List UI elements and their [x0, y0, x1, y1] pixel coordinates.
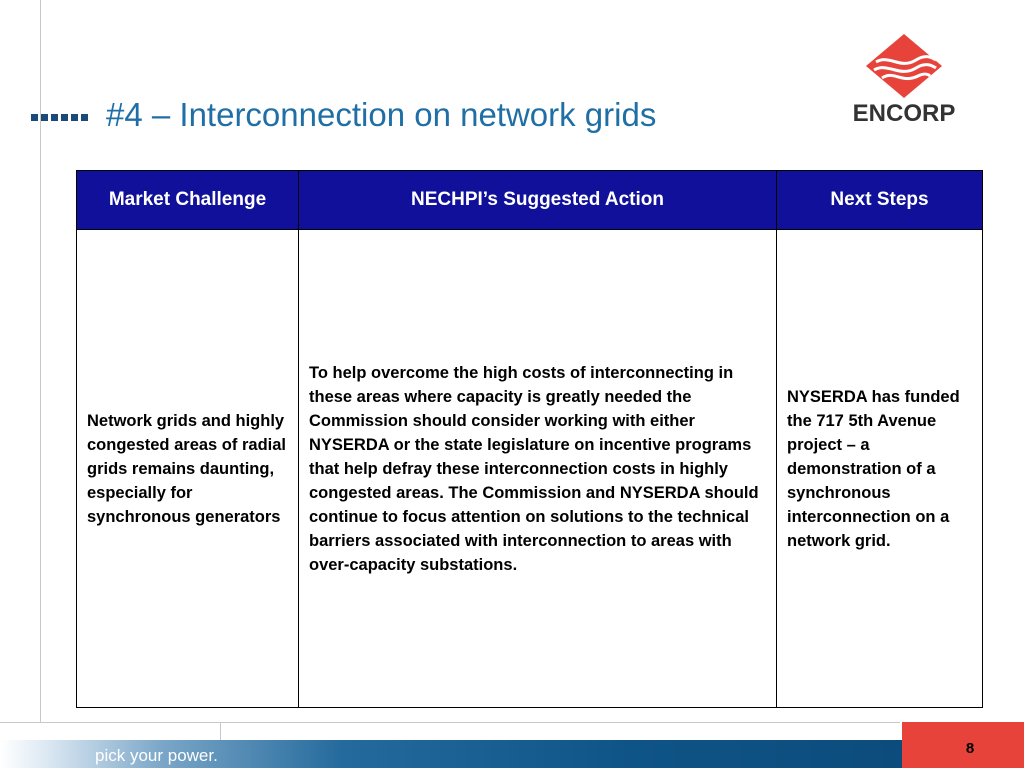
page-number: 8: [965, 740, 975, 757]
header-market-challenge: Market Challenge: [77, 171, 299, 230]
footer-tick: [220, 722, 221, 740]
cell-next-steps: NYSERDA has funded the 717 5th Avenue project – a demonstration of a synchronous interconnection on a network grid.: [777, 230, 983, 708]
table-header-row: [77, 171, 983, 230]
cell-market-challenge: Network grids and highly congested areas of radial grids remains daunting, especially for synchronous generators: [77, 230, 299, 708]
footer-tagline: pick your power.: [95, 746, 218, 765]
header-suggested-action: NECHPI’s Suggested Action: [299, 171, 777, 230]
left-vertical-rule: [40, 0, 41, 722]
encorp-logo: [826, 34, 982, 127]
cell-suggested-action: To help overcome the high costs of interconnecting in these areas where capacity is greatly needed the Commission should consider working with either NYSERDA or the state legislature on incentive programs that help defray these interconnection costs in highly congested areas. The Commission and NYSERDA should continue to focus attention on solutions to the technical barriers associated with interconnection to areas with over-capacity substations.: [299, 230, 777, 708]
footer-rule: [0, 722, 900, 723]
slide-title: #4 – Interconnection on network grids: [106, 96, 657, 133]
challenge-table: [76, 170, 983, 708]
table-row: [77, 230, 983, 708]
encorp-diamond-icon: [866, 34, 942, 98]
header-next-steps: Next Steps: [777, 171, 983, 230]
logo-wordmark: ENCORP: [852, 100, 956, 127]
title-bullet-icon: [31, 114, 88, 122]
